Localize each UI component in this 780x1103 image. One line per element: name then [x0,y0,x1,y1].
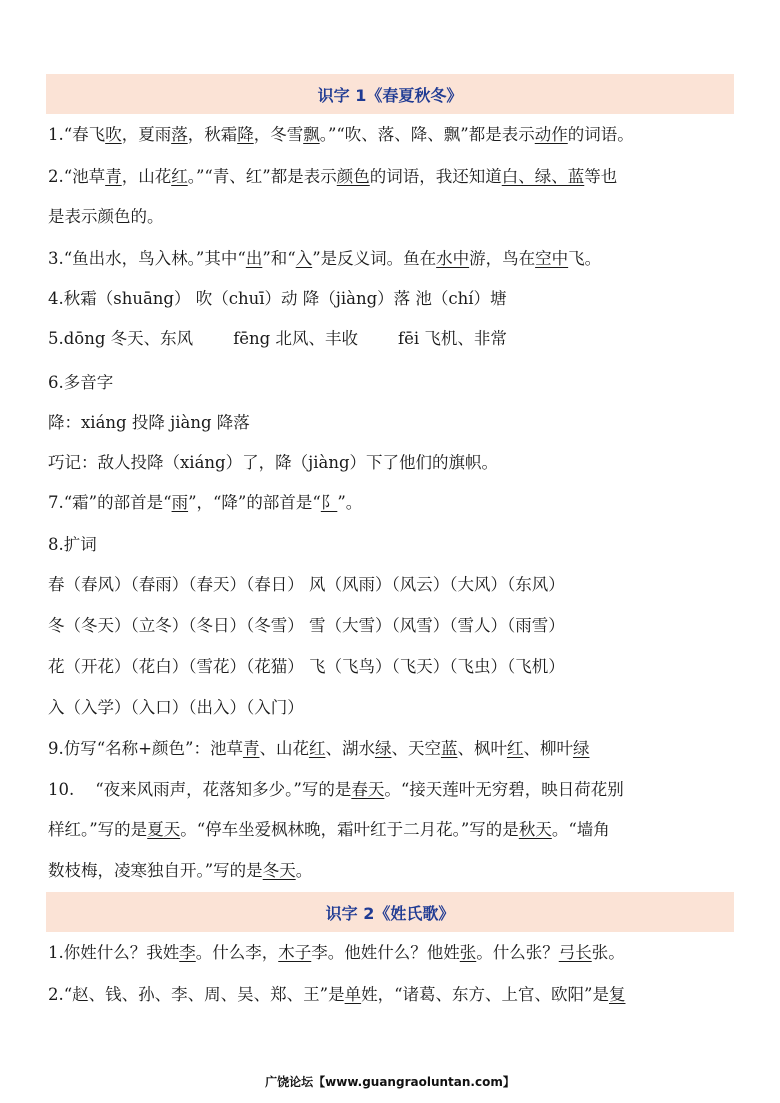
item-10-poems: 10. “夜来风雨声，花落知多少。”写的是春天。“接天莲叶无穷碧，映日荷花别 [48,780,624,799]
item-5-homophones: 5.dōng 冬天、东风 fēng 北风、丰收 fēi 飞机、非常 [48,329,507,348]
item-2: 2.“池草青，山花红。”“青、红”都是表示颜色的词语，我还知道白、绿、蓝等也 [48,167,618,186]
word-expansion-row: 入（入学）（入口）（出入）（入门） [48,698,304,717]
item-4-pinyin: 4.秋霜（shuāng） 吹（chuī）动 降（jiàng）落 池（chí）塘 [48,289,507,308]
item-9-imitation: 9.仿写“名称+颜色”：池草青、山花红、湖水绿、天空蓝、枫叶红、柳叶绿 [48,739,590,758]
word-expansion-row: 冬（冬天）（立冬）（冬日）（冬雪） 雪（大雪）（风雪）（雪人）（雨雪） [48,616,565,635]
item-10-poems-end: 数枝梅，凌寒独自开。”写的是冬天。 [48,861,313,880]
item-6-readings: 降：xiáng 投降 jiàng 降落 [48,413,250,432]
item-3: 3.“鱼出水，鸟入林。”其中“出”和“入”是反义词。鱼在水中游，鸟在空中飞。 [48,249,602,268]
item-2-continued: 是表示颜色的。 [48,207,164,226]
item-10-poems-cont: 样红。”写的是夏天。“停车坐爱枫林晚，霜叶红于二月花。”写的是秋天。“墙角 [48,820,610,839]
section-2-title-banner [46,892,734,932]
word-expansion-row: 春（春风）（春雨）（春天）（春日） 风（风雨）（风云）（大风）（东风） [48,575,565,594]
item-1: 1.“春飞吹，夏雨落，秋霜降，冬雪飘。”“吹、落、降、飘”都是表示动作的词语。 [48,125,634,144]
s2-item-1: 1.你姓什么？我姓李。什么李，木子李。他姓什么？他姓张。什么张？弓长张。 [48,943,625,962]
item-8-heading: 8.扩词 [48,535,97,554]
item-6-mnemonic: 巧记：敌人投降（xiáng）了，降（jiàng）下了他们的旗帜。 [48,453,499,472]
word-expansion-row: 花（开花）（花白）（雪花）（花猫） 飞（飞鸟）（飞天）（飞虫）（飞机） [48,657,565,676]
footer-watermark: 广饶论坛【www.guangraoluntan.com】 [265,1075,515,1089]
s2-item-2: 2.“赵、钱、孙、李、周、吴、郑、王”是单姓，“诸葛、东方、上官、欧阳”是复 [48,985,626,1004]
section-1-title: 识字 1《春夏秋冬》 [317,85,463,105]
item-6-heading: 6.多音字 [48,373,114,392]
section-2-title: 识字 2《姓氏歌》 [325,903,455,923]
section-1-title-banner [46,74,734,114]
item-7-radicals: 7.“霜”的部首是“雨”，“降”的部首是“阝”。 [48,493,363,512]
